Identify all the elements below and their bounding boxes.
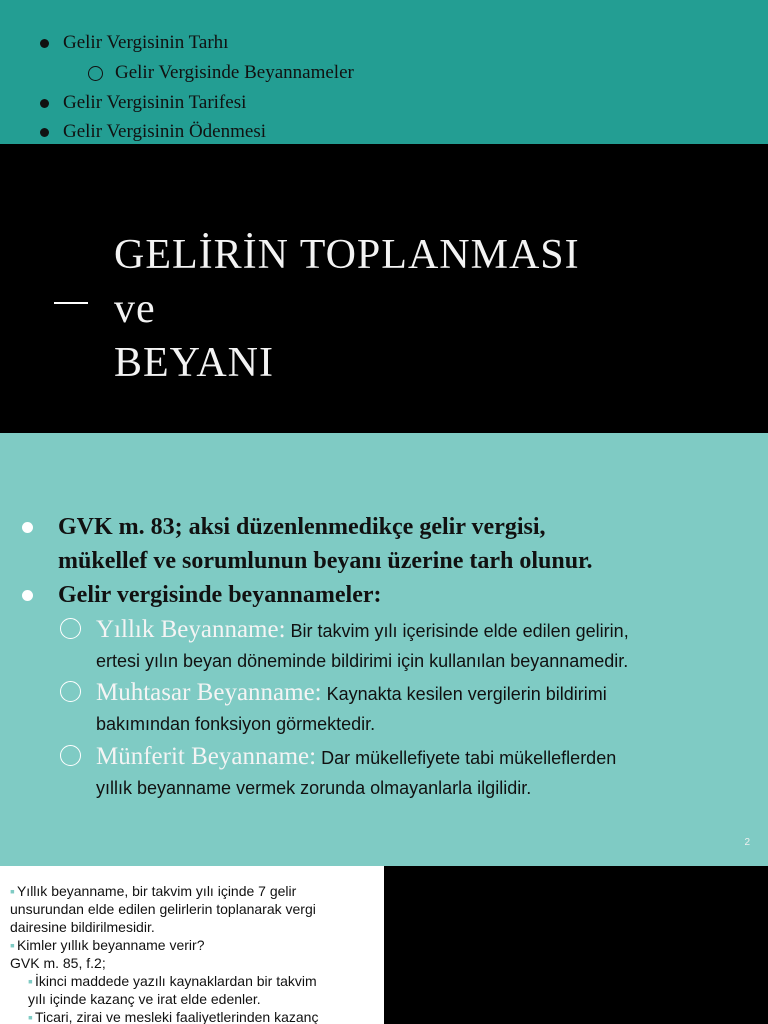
bullet-dot-icon: [40, 39, 49, 48]
bullet-text: Gelir vergisinde beyannameler:: [58, 582, 382, 608]
panel-line: Ticari, zirai ve mesleki faaliyetlerinden kazanç: [34, 1009, 319, 1024]
outline-item-text: Gelir Vergisinin Tarifesi: [63, 92, 247, 113]
bullet-ring-icon: [88, 66, 103, 81]
title-line-2: ve: [114, 286, 156, 332]
outline-item: [40, 121, 266, 143]
panel-line: dairesine bildirilmesidir.: [10, 919, 155, 935]
title-line-1: GELİRİN TOPLANMASI: [114, 232, 580, 278]
sub-item-desc-line-2: yıllık beyanname vermek zorunda olmayanlarla ilgilidir.: [96, 778, 532, 798]
content-slide: [0, 433, 768, 866]
panel-line: Yıllık beyanname, bir takvim yılı içinde 7 gelir: [16, 883, 297, 899]
sub-item-term: Muhtasar Beyanname:: [96, 679, 322, 706]
bullet-text-line-2: mükellef ve sorumlunun beyanı üzerine tarh olunur.: [58, 548, 593, 574]
bullet-ring-icon: [60, 618, 81, 639]
outline-slide: [0, 0, 768, 144]
panel-line: yılı içinde kazanç ve irat elde edenler.: [28, 991, 261, 1007]
panel-line: Kimler yıllık beyanname verir?: [16, 937, 205, 953]
outline-item: [40, 92, 246, 114]
bullet-marker-icon: ▪: [28, 973, 33, 989]
title-line-3: BEYANI: [114, 340, 274, 386]
sub-item-desc: Bir takvim yılı içerisinde elde edilen gelirin,: [285, 621, 629, 641]
sub-item-desc: Dar mükellefiyete tabi mükelleflerden: [316, 748, 617, 768]
outline-item: [40, 32, 228, 54]
bullet-ring-icon: [60, 745, 81, 766]
bullet-dot-icon: [40, 99, 49, 108]
text-panel: [0, 866, 384, 1024]
outline-item-text: Gelir Vergisinin Ödenmesi: [63, 121, 266, 142]
outline-subitem: [88, 62, 354, 84]
title-slide: [0, 144, 768, 433]
bullet-marker-icon: ▪: [10, 937, 15, 953]
bullet-dot-icon: [22, 590, 33, 601]
outline-item-text: Gelir Vergisinin Tarhı: [63, 32, 229, 53]
bullet-dot-icon: [22, 522, 33, 533]
sub-item-term: Münferit Beyanname:: [96, 743, 317, 770]
sub-item-desc-line-2: bakımından fonksiyon görmektedir.: [96, 714, 376, 734]
bullet-marker-icon: ▪: [28, 1009, 33, 1024]
sub-item-desc: Kaynakta kesilen vergilerin bildirimi: [321, 684, 607, 704]
panel-line: İkinci maddede yazılı kaynaklardan bir takvim: [34, 973, 317, 989]
bullet-dot-icon: [40, 128, 49, 137]
bullet-marker-icon: ▪: [10, 883, 15, 899]
panel-line: GVK m. 85, f.2;: [10, 955, 106, 971]
page-number: 2: [744, 837, 750, 848]
sub-item-term: Yıllık Beyanname:: [96, 616, 286, 643]
title-dash-decoration: [54, 302, 88, 304]
bullet-text-line-1: GVK m. 83; aksi düzenlenmedikçe gelir vergisi,: [58, 514, 546, 540]
next-slide: [0, 866, 768, 1024]
slide-title: [114, 228, 580, 390]
panel-line: unsurundan elde edilen gelirlerin toplanarak vergi: [10, 901, 316, 917]
sub-item-desc-line-2: ertesi yılın beyan döneminde bildirimi için kullanılan beyannamedir.: [96, 651, 629, 671]
outline-item-text: Gelir Vergisinde Beyannameler: [115, 62, 354, 83]
bullet-ring-icon: [60, 681, 81, 702]
